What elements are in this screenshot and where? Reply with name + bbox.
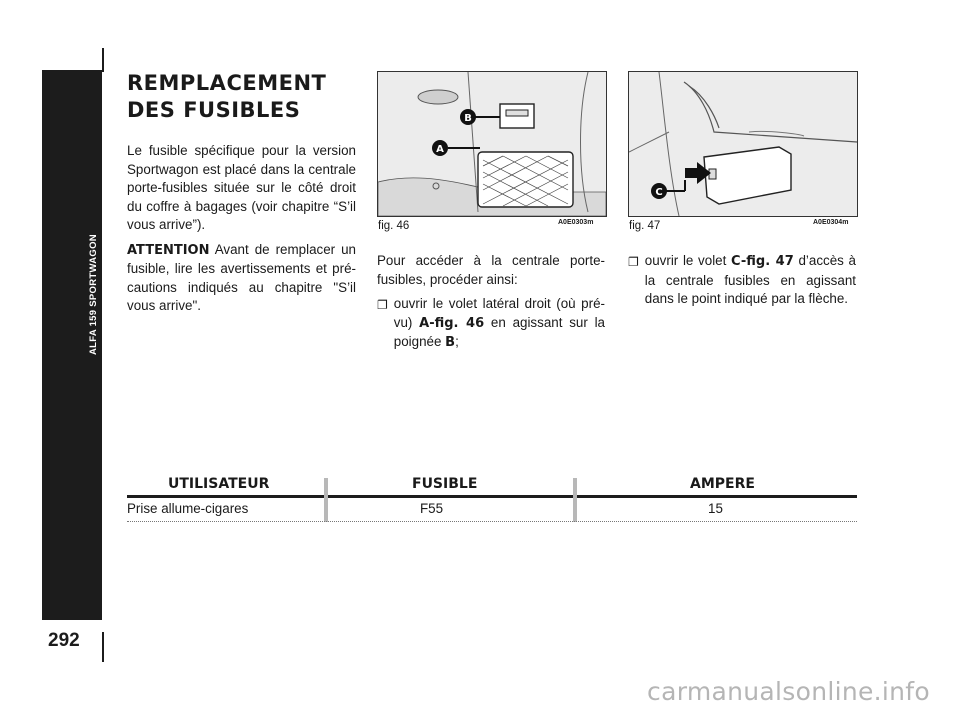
column-intro [127, 142, 356, 322]
procedure-intro: Pour accéder à la centrale porte-fusibles, procéder ainsi: [377, 253, 605, 287]
checkbox-bullet-icon: ❐ [377, 298, 388, 312]
procedure-step-2 [628, 252, 856, 309]
marker-a-label: A [436, 144, 444, 155]
attention-label: ATTENTION [127, 242, 210, 258]
figure-46-illustration [377, 71, 607, 217]
table-cell-utilisateur: Prise allume-cigares [127, 501, 249, 516]
table-cell-fusible: F55 [420, 501, 444, 516]
section-title [127, 70, 326, 124]
trunk-side-panel-drawing [378, 72, 606, 216]
figure-47-code: A0E0304m [813, 219, 849, 226]
figure-46-caption: fig. 46 [378, 220, 410, 232]
sidebar-band [42, 70, 102, 656]
fuse-cover-drawing [629, 72, 857, 216]
step-1-ref: A-fig. 46 [419, 315, 485, 331]
procedure-step-1-text [394, 295, 605, 353]
header-fusible: FUSIBLE [412, 476, 478, 492]
column-procedure-2 [628, 252, 856, 309]
step-2-text-a: ouvrir le volet [644, 253, 732, 268]
table-header-rule [127, 495, 857, 498]
table-row-rule [127, 521, 857, 522]
checkbox-bullet-icon: ❐ [628, 255, 639, 269]
section-title-line2: DES FUSIBLES [127, 98, 301, 122]
sidebar-vertical-title: ALFA 159 SPORTWAGON [88, 234, 99, 355]
figure-47-caption: fig. 47 [629, 220, 661, 232]
header-ampere: AMPERE [690, 476, 755, 492]
watermark: carmanualsonline.info [647, 677, 930, 706]
marker-c-label: C [655, 187, 663, 198]
step-2-text-b: d’accès à la centrale fusibles en agissant dans le point indiqué par la flèche. [644, 253, 857, 306]
table-cell-ampere: 15 [708, 501, 723, 516]
figure-46-code: A0E0303m [558, 219, 594, 226]
step-1-text-b: en agissant sur la poignée [393, 314, 605, 349]
step-1-text-a: ouvrir le volet latéral droit (où pré-vu) [393, 296, 605, 330]
step-2-ref: C-fig. 47 [731, 254, 794, 269]
bottom-border-stub [102, 632, 104, 662]
intro-paragraph: Le fusible spécifique pour la version Sportwagon est placé dans la centrale porte-fusibles située sur le côté droit du coffre à bagages (voir chapitre “S’il vous arrive”). [127, 143, 356, 232]
section-title-line1: REMPLACEMENT [127, 71, 327, 95]
marker-b-label: B [464, 113, 472, 124]
procedure-step-1 [377, 295, 605, 353]
step-1-text-c: ; [455, 334, 459, 349]
step-1-ref2: B [445, 335, 456, 350]
top-border-stub [102, 48, 104, 72]
column-separator [324, 478, 328, 522]
header-utilisateur: UTILISATEUR [168, 476, 270, 492]
column-separator [573, 478, 577, 522]
procedure-step-2-text [645, 252, 856, 309]
attention-paragraph [127, 241, 356, 316]
attention-text: Avant de remplacer un fusible, lire les avertissements et pré-cautions indiqués au chapitre "S’il vous arrive". [127, 241, 356, 313]
figure-47-illustration [628, 71, 858, 217]
page-number: 292 [48, 630, 80, 651]
column-procedure [377, 252, 605, 353]
